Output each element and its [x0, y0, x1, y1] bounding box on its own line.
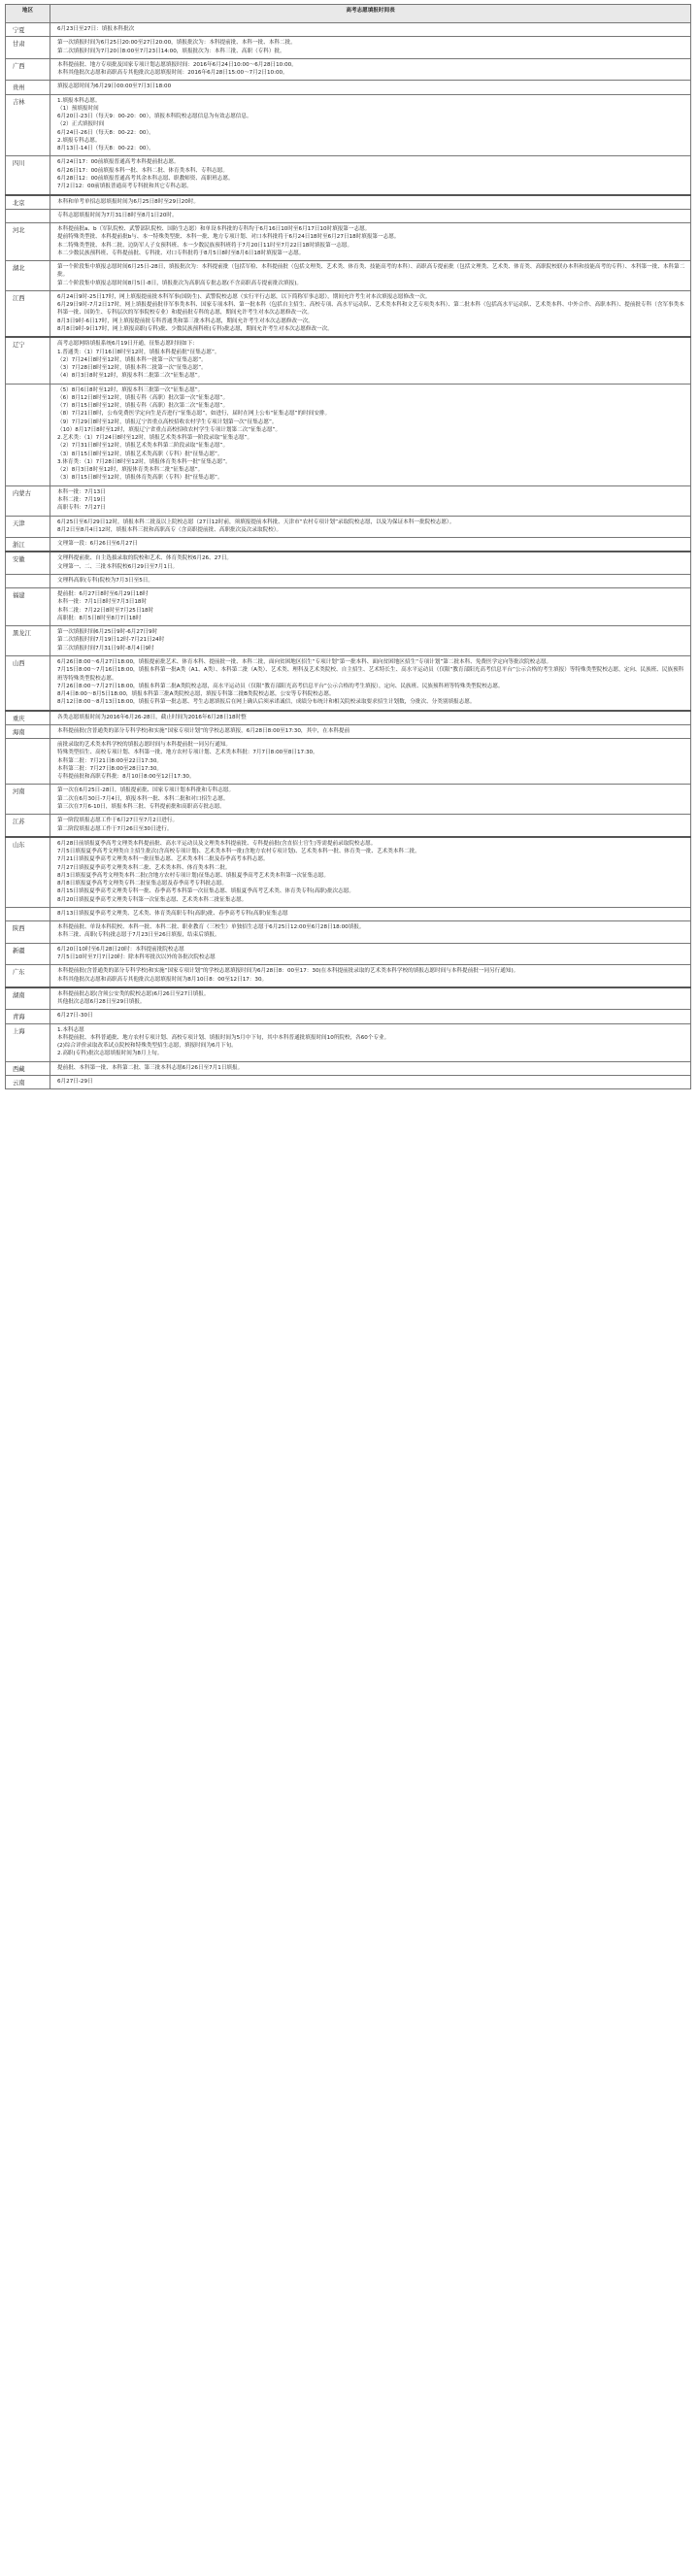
schedule-line: 6月24日-26日（每天8：00-22：00）。 — [57, 129, 154, 136]
schedule-line: 文理科提前批、自主选拔录取的院校和艺术、体育类院校6月26、27日。 — [57, 555, 233, 562]
schedule-line: 7月21日填报夏季高考文理类本科一批征集志愿、艺术类本科二批及春季高考本科志愿。 — [57, 856, 269, 863]
schedule-line: 6月20日-23日（每天9：00-20：00），填报本科院校志愿信息为有效志愿信息。 — [57, 114, 252, 120]
schedule-line: 6月23日至27日：填报本科批次 — [57, 26, 135, 32]
schedule-cell — [50, 785, 691, 815]
schedule-line: 8月8日填报夏季高考文理类专科二批征集志愿及春季高考专科批志愿。 — [57, 881, 227, 887]
region-cell: 广西 — [6, 58, 50, 81]
schedule-line: （3）8月15日8时至12时，填报艺术类高职（专科）批“征集志愿”。 — [57, 451, 223, 457]
table-row — [6, 1061, 691, 1075]
table-row — [6, 485, 691, 516]
schedule-line: 本科提前批、本科普通批、地方农村专项计划、高校专项计划、填报时间为5月中下旬，其中本科普通批填报时间10所院校，各60个专业。 — [57, 1034, 390, 1041]
schedule-line: （2）7月31日8时至12时，填报艺术类本科第二阶段录取“征集志愿”。 — [57, 443, 229, 450]
table-row — [6, 943, 691, 965]
table-row — [6, 337, 691, 384]
schedule-cell — [50, 1061, 691, 1075]
region-cell: 湖北 — [6, 261, 50, 291]
region-cell: 天津 — [6, 516, 50, 538]
schedule-line: （2）7月24日8时至12时，填报本科一批第一次“征集志愿”。 — [57, 356, 207, 363]
schedule-line: 第一次填报时间为6月25日20:00至27日20:00，填报批次为：本科提前批、本科一批、本科二批。 — [57, 40, 296, 47]
schedule-line: 7月15日8:00～7月16日18:00，填报本科第一批A类（A1、A类）、本科第二批（A类）、艺术类、理科及艺术类院校、自主招生、艺术特长生、高水平运动员（仅限“教育部阳光高考信息平台”公示合格的考生填报）等特殊类型院校志愿，定向、民族班、民族预科班等特殊类型院校志愿。 — [57, 667, 684, 682]
schedule-line: 其他批次志愿6月28日至29日填报。 — [57, 999, 146, 1006]
region-cell: 云南 — [6, 1075, 50, 1088]
schedule-line: （1）预填报时间 — [57, 105, 99, 112]
schedule-cell — [50, 485, 691, 516]
table-row — [6, 987, 691, 1010]
region-cell — [6, 739, 50, 785]
schedule-line: 第二次在6月30日-7月4日，填报本科一批、本科二批和对口招生志愿。 — [57, 795, 229, 802]
schedule-line: 7月5日10时至7月7日20时：除本科零批次以外的各批次院校志愿 — [57, 953, 216, 960]
schedule-cell — [50, 739, 691, 785]
table-row — [6, 656, 691, 711]
table-row — [6, 516, 691, 538]
schedule-cell — [50, 987, 691, 1010]
schedule-line: 6月28日12：00前填报普通高考其余本科志愿、职教师资、高职班志愿。 — [57, 175, 234, 182]
schedule-line: 提前特殊类型批、本科提前批b与、本一特殊类型批、本科一批、地方专项计划、对口本科批将于6月24日18时至6月27日18时填报第一志愿。 — [57, 234, 400, 241]
region-cell: 广东 — [6, 965, 50, 987]
region-cell: 江西 — [6, 290, 50, 337]
schedule-cell — [50, 261, 691, 291]
table-row — [6, 290, 691, 337]
schedule-line: 提前批：6月27日8时至6月29日18时 — [57, 591, 149, 598]
schedule-cell — [50, 837, 691, 908]
schedule-cell — [50, 337, 691, 384]
region-column-header: 地区 — [6, 5, 50, 23]
region-cell — [6, 574, 50, 587]
region-cell: 上海 — [6, 1023, 50, 1061]
table-row — [6, 1023, 691, 1061]
schedule-cell — [50, 552, 691, 574]
schedule-line: 本科和单考单招志愿填报时间为6月25日8时至29日20时。 — [57, 198, 199, 205]
schedule-line: 第三次在7月6-10日，填报本科三批、专科提前批和高职高专批志愿。 — [57, 803, 225, 810]
region-cell: 重庆 — [6, 711, 50, 725]
schedule-cell — [50, 384, 691, 485]
schedule-line: 8月20日填报夏季高考文理类专科第一次征集志愿、艺术类本科二批征集志愿。 — [57, 896, 248, 903]
region-cell — [6, 384, 50, 485]
schedule-line: 第一次在6月25日-28日，填报提前批、国家专项计划本科批和专科志愿。 — [57, 787, 235, 794]
table-row — [6, 384, 691, 485]
region-cell: 河南 — [6, 785, 50, 815]
table-row — [6, 626, 691, 656]
schedule-line: （3）7月28日8时至12时，填报本科二批第一次“征集志愿”。 — [57, 365, 207, 372]
region-cell: 安徽 — [6, 552, 50, 574]
schedule-cell — [50, 815, 691, 837]
schedule-cell — [50, 711, 691, 725]
schedule-line: （7）8月15日8时至12时，填报专科（高职）批次第二次“征集志愿”。 — [57, 403, 229, 410]
title-column-header: 高考志愿填报时间表 — [50, 5, 691, 23]
schedule-line: 7月2日12：00前填报普通高考专科批和其它专科志愿。 — [57, 184, 192, 190]
schedule-line: 专科提前批和高职专科批：8月10日8:00至12日17:30。 — [57, 774, 195, 781]
table-row — [6, 37, 691, 59]
region-cell: 宁夏 — [6, 23, 50, 37]
schedule-line: （8）7月21日8时，公布免费医学定向生是否进行“征集志愿”，如进行，届时在网上公布“征集志愿”的时间安排。 — [57, 411, 331, 418]
region-cell: 内蒙古 — [6, 485, 50, 516]
table-row — [6, 837, 691, 908]
schedule-line: 6月28日前填报夏季高考文理类本科提前批、高水平运动员及文理类本科提前批、专科提前批(含直招士官生)等需提前录取院校志愿。 — [57, 840, 377, 847]
schedule-line: 前批录取的艺术类本科学校的填报志愿时间与本科提前批一同另行通知。 — [57, 742, 232, 749]
region-cell — [6, 907, 50, 920]
schedule-line: 高职批：8月5日8时至8月7日18时 — [57, 615, 142, 621]
schedule-line: 本科二批：7月22日8时至7月25日18时 — [57, 607, 154, 614]
region-cell: 辽宁 — [6, 337, 50, 384]
table-row — [6, 739, 691, 785]
schedule-line: （5）8月6日8时至12时，填报本科三批第一次“征集志愿”。 — [57, 386, 204, 393]
region-cell: 新疆 — [6, 943, 50, 965]
schedule-cell — [50, 290, 691, 337]
schedule-line: 2.艺术类：（1）7月24日8时至12时，填报艺术类本科第一阶段录取“征集志愿”。 — [57, 435, 253, 442]
schedule-line: 第一阶段填报志愿工作于6月27日至7月2日进行。 — [57, 818, 179, 824]
schedule-cell — [50, 1010, 691, 1023]
schedule-line: 第二次填报时间7月19日12时-7月21日24时 — [57, 637, 165, 644]
schedule-line: 第二阶段填报志愿工作于7月26日至30日进行。 — [57, 825, 173, 832]
schedule-line: 本科提前批、地方专项批及国家专项计划志愿填报时间：2016年6月24日10:00～6月28日10:00。 — [57, 61, 297, 68]
schedule-line: 本科提前批、单设本科院校、本科一批、本科二批、职业教育（三校生）单独招生志愿于6月25日12:00至6月28日18:00填报。 — [57, 924, 365, 931]
schedule-line: 填报志愿时间为6月29日00:00至7月3日18:00 — [57, 84, 172, 90]
schedule-line: 提前批、本科第一批、本科第二批、第三批本科志愿6月26日至7月1日填报。 — [57, 1064, 244, 1071]
table-row — [6, 261, 691, 291]
schedule-cell — [50, 23, 691, 37]
schedule-line: 8月13日-14日（每天8：00-22：00）。 — [57, 146, 154, 152]
table-row — [6, 1010, 691, 1023]
table-row — [6, 965, 691, 987]
schedule-line: 6月24日9时-25日17时，网上填报提前批本科军事(国防生)、武警院校志愿（实行平行志愿，以下简称军事志愿），期间允许考生对本次填报志愿修改一次。 — [57, 293, 431, 300]
table-row — [6, 552, 691, 574]
table-row — [6, 195, 691, 210]
schedule-line: 6月24日17：00前填报普通高考本科提前批志愿。 — [57, 159, 180, 166]
schedule-line: 1.普通类：（1）7月16日8时至12时，填报本科提前批“征集志愿”。 — [57, 349, 220, 355]
schedule-line: 本二少数民族预科班、专科提前批、专科批、对口专科批将于8月5日8时至8月6日18时填报第一志愿。 — [57, 250, 305, 256]
schedule-line: 本二特殊类型批、本科二批、边防军人子女预科班、本一少数民族预科班将于7月20日11时至7月22日18时填报第一志愿。 — [57, 242, 353, 249]
table-row — [6, 815, 691, 837]
region-cell: 黑龙江 — [6, 626, 50, 656]
schedule-line: 第三次填报时间7月31日9时-8月4日9时 — [57, 645, 154, 652]
schedule-line: 本科一批：7月1日8时至7月3日18时 — [57, 599, 148, 606]
schedule-line: 本科一批：7月13日 — [57, 488, 106, 495]
schedule-cell — [50, 516, 691, 538]
region-cell: 贵州 — [6, 81, 50, 94]
schedule-line: 特殊类型招生、高校专项计划、本科第一批、地方农村专项计划、艺术类本科批：7月7日8:00至8日17:30。 — [57, 750, 318, 756]
schedule-line: 本科提前批a、b（军队院校、武警部队院校、国防生志愿）和单设本科批的专科均于6月16日10时至6月17日10时填报第一志愿。 — [57, 226, 371, 233]
region-cell: 山西 — [6, 656, 50, 711]
schedule-cell — [50, 81, 691, 94]
region-cell: 山东 — [6, 837, 50, 908]
schedule-line: 文理科高职(专科)院校为7月3日至5日。 — [57, 577, 153, 584]
table-row — [6, 907, 691, 920]
schedule-line: 8月3日填报夏季高考文理类本科二批(含地方农村专项计划)征集志愿、填报夏季高考艺术类本科第一次征集志愿。 — [57, 872, 329, 879]
schedule-line: 3.体育类：（1）7月28日8时至12时，填报体育类本科一批“征集志愿”。 — [57, 458, 231, 465]
table-row — [6, 156, 691, 195]
schedule-line: 6月25日至6月29日12时，填报本科二批及以上院校志愿（27日12时前，须填报提前本科批、天津市“农村专项计划”录取院校志愿，以及为保证本科一批院校志愿）。 — [57, 519, 455, 525]
table-row — [6, 58, 691, 81]
schedule-line: 本科第三批：7月27日8:00至28日17:30。 — [57, 765, 163, 772]
schedule-line: 6月20日10时至6月28日20时：本科提前批院校志愿 — [57, 946, 184, 953]
region-cell: 福建 — [6, 588, 50, 626]
schedule-line: （2）正式填报时间 — [57, 121, 105, 128]
schedule-line: 8月12日8:00～8月13日18:00，填报专科第一批志愿、考生志愿填报后在网上确认后须承诺诚信，成绩分布统计和相关院校录取要求招生计划数，分批次、分类别填报志愿。 — [57, 699, 476, 706]
schedule-line: 专科志愿填报时间为7月31日8时至8月1日20时。 — [57, 212, 178, 218]
schedule-cell — [50, 656, 691, 711]
schedule-cell — [50, 223, 691, 261]
table-row — [6, 574, 691, 587]
schedule-line: 本科第二批：7月21日8:00至22日17:30。 — [57, 757, 163, 764]
schedule-line: 高职专科：7月27日 — [57, 505, 106, 512]
schedule-line: (2)综合评价录取改革试点院校和特殊类型招生志愿，填报时间为6月下旬。 — [57, 1043, 237, 1050]
region-cell: 吉林 — [6, 94, 50, 156]
region-cell: 四川 — [6, 156, 50, 195]
schedule-cell — [50, 907, 691, 920]
region-cell: 江苏 — [6, 815, 50, 837]
schedule-line: （3）8月15日8时至12时，填报体育类高职（专科）批“征集志愿”。 — [57, 475, 223, 482]
table-row — [6, 23, 691, 37]
table-row — [6, 588, 691, 626]
region-cell: 河北 — [6, 223, 50, 261]
region-cell — [6, 209, 50, 222]
schedule-cell — [50, 921, 691, 944]
schedule-cell — [50, 588, 691, 626]
schedule-line: 8月4日8:00～8月5日18:00，填报本科第三批A类院校志愿，填报专科第二批B类院校志愿，公安等专科院校志愿。 — [57, 691, 335, 698]
schedule-line: 本科其他批次志愿和高职高专其他批次志愿填报时间为8月10日8：00至12日17：30。 — [57, 976, 268, 983]
schedule-line: 第一个阶段集中填报志愿时间6月25日-28日，填报批次为：本科提前批（包括军检、本科提前批（包括文理类、艺术类、体育类、技能高考的本科）、高职高专提前批（包括文理类、艺术类、体育类、高职院校联办本科和技能高考的专科）、本科第一批、本科第二批。 — [57, 264, 685, 279]
table-row — [6, 711, 691, 725]
schedule-line: 本科二批：7月19日 — [57, 497, 106, 504]
schedule-line: 第一次填报时间6月25日9时-6月27日9时 — [57, 629, 158, 636]
table-row — [6, 921, 691, 944]
schedule-cell — [50, 1023, 691, 1061]
schedule-line: 8月13日填报夏季高考文理类、艺术类、体育类高职专科(高职)批、春季高考专科(高职)征集志愿 — [57, 910, 288, 917]
schedule-cell — [50, 156, 691, 195]
region-cell: 湖南 — [6, 987, 50, 1010]
schedule-line: 2.填报专科志愿。 — [57, 137, 101, 144]
schedule-cell — [50, 209, 691, 222]
schedule-line: 6月27日-30日 — [57, 1013, 93, 1020]
schedule-cell — [50, 943, 691, 965]
table-row — [6, 223, 691, 261]
schedule-line: 6月26日8:00～6月27日18:00，填报提前批艺术、体育本科、提前批一批、本科二批，面向贫困地区招生“专项计划”第一批本科、面向贫困地区招生“专项计划”第二批本科、免费医学定向等批次院校志愿。 — [57, 659, 552, 665]
schedule-line: 本科三批、高职(专科)批志愿于7月23日至26日填报，结束后填报。 — [57, 932, 220, 939]
schedule-line: 高考志愿网络填报系统6月19日开通，征集志愿时间如下： — [57, 341, 198, 348]
schedule-line: 6月27日-29日 — [57, 1078, 93, 1085]
schedule-body — [6, 23, 691, 1089]
schedule-cell — [50, 626, 691, 656]
table-row — [6, 1075, 691, 1088]
table-row — [6, 94, 691, 156]
schedule-table — [5, 4, 691, 1089]
schedule-line: 8月15日填报夏季高考文理类专科一批、春季高考本科第一次征集志愿、填报夏季高考艺术类、体育类专科(高职)批次志愿。 — [57, 888, 354, 895]
table-row — [6, 538, 691, 552]
schedule-line: 2.高职(专科)批次志愿填报时间为8月上旬。 — [57, 1051, 163, 1057]
schedule-line: 文理第一、二、三批本科院校6月29日至7月1日。 — [57, 563, 179, 570]
schedule-cell — [50, 538, 691, 552]
header-row — [6, 5, 691, 23]
schedule-line: 1.本科志愿 — [57, 1026, 84, 1033]
schedule-line: 第二次填报时间为7月20日8:00至7月23日14:00，填报批次为：本科三批、高职（专科）批。 — [57, 48, 285, 54]
region-cell: 北京 — [6, 195, 50, 210]
schedule-line: （6）8月12日8时至12时，填报专科（高职）批次第一次“征集志愿”。 — [57, 394, 229, 401]
table-row — [6, 81, 691, 94]
schedule-line: 6月29日9时-7月2日17时，网上填报提前批非军事类本科、国家专项本科、第一批本科（包括自主招生、高校专项、高水平运动队、艺术类本科和文艺专项类本科）、第二批本科（包括高水平运动队、艺术类本科、中外合作、高职本科）、提前批专科（含军事类本科第一批、国防生、专科层次的军事院校专业）和提前批专科的志愿，期间允许考生对本次志愿修改一次。 — [57, 302, 684, 317]
schedule-cell — [50, 94, 691, 156]
schedule-cell — [50, 195, 691, 210]
schedule-line: 8月3日9时-6日17时，网上填报提前批专科普通类和第三批本科志愿，期间允许考生对本次志愿修改一次。 — [57, 318, 314, 324]
table-row — [6, 724, 691, 738]
schedule-line: 本科提前批志愿(含须公安类的院校志愿)6月26日至27日填报。 — [57, 990, 210, 997]
schedule-line: 各类志愿填报时间为2016年6月26-28日，截止时间为2016年6月28日18时整 — [57, 714, 247, 720]
schedule-cell — [50, 37, 691, 59]
region-cell: 甘肃 — [6, 37, 50, 59]
region-cell: 海南 — [6, 724, 50, 738]
schedule-cell — [50, 58, 691, 81]
schedule-cell — [50, 965, 691, 987]
table-row — [6, 785, 691, 815]
schedule-line: 本科提前批(含普通类的部分专科学校)和实施“国家专项计划”的学校志愿填报，6月28日8:00至17:30，其中，在本科提前 — [57, 727, 350, 734]
region-cell: 西藏 — [6, 1061, 50, 1075]
schedule-line: 1.填报本科志愿。 — [57, 97, 101, 104]
schedule-line: 本科提前批(含普通类的部分专科学校)和实施“国家专项计划”的学校志愿填报时间为6月28日8：00至17：30(在本科提前批录取的艺术类本科学校的填报志愿时间与本科提前批一同另行通知)。 — [57, 968, 519, 975]
schedule-line: （4）8月3日8时至12时，填报本科二批第二次“征集志愿”。 — [57, 373, 204, 380]
schedule-line: 7月5日填报夏季高考文理类自主招生批次(含高校专项计划)、艺术类本科一批(含地方农村专项计划)、艺术类本科一批、体育类一批、艺术类本科二批。 — [57, 849, 420, 855]
schedule-line: （10）8月17日8时至12时，填报辽宁省重点高校招收农村学生专项计划第二次“征集志愿”。 — [57, 426, 282, 433]
schedule-cell — [50, 574, 691, 587]
schedule-line: 6月26日17：00前填报本科一批、本科二批、体育类本科、专科志愿。 — [57, 167, 228, 174]
schedule-line: 8月8日9时-9日17时，网上填报高职(专科)批、少数民族预科班(专科)批志愿，期间允许考生对本次志愿修改一次。 — [57, 325, 333, 332]
schedule-line: 第二个阶段集中填报志愿时间8月5日-8日，填报批次为高职高专批志愿(不含高职高专提前批次填报)。 — [57, 280, 302, 286]
schedule-sheet — [5, 4, 691, 1089]
schedule-line: 7月26日8:00～7月27日18:00，填报本科第二批A类院校志愿，高水平运动员（仅限“教育部阳光高考信息平台”公示合格的考生填报），定向、民族班、民族预科班等特殊类型院校志愿。 — [57, 683, 504, 689]
schedule-line: （2）8月3日8时至12时，填报体育类本科二批“征集志愿”。 — [57, 467, 204, 474]
schedule-line: 8月2日至8月4日12时，填报本科三批和高职高专（含高职提前批、高职批次及次录取院校）。 — [57, 526, 283, 533]
table-row — [6, 209, 691, 222]
schedule-cell — [50, 1075, 691, 1088]
schedule-line: （9）7月29日8时至12时，填报辽宁省重点高校招收农村学生专项计划第一次“征集志愿”。 — [57, 418, 278, 425]
region-cell: 陕西 — [6, 921, 50, 944]
schedule-line: 文理第一段：6月26日至6月27日 — [57, 541, 138, 548]
schedule-line: 本科其他批次志愿和高职高专其他批次志愿填报时间：2016年6月28日15:00～7月2日10:00。 — [57, 70, 288, 77]
schedule-line: 7月27日填报夏季高考文理类本科二批、艺术类本科、体育类本科二批。 — [57, 864, 231, 871]
region-cell: 青海 — [6, 1010, 50, 1023]
region-cell: 浙江 — [6, 538, 50, 552]
schedule-cell — [50, 724, 691, 738]
